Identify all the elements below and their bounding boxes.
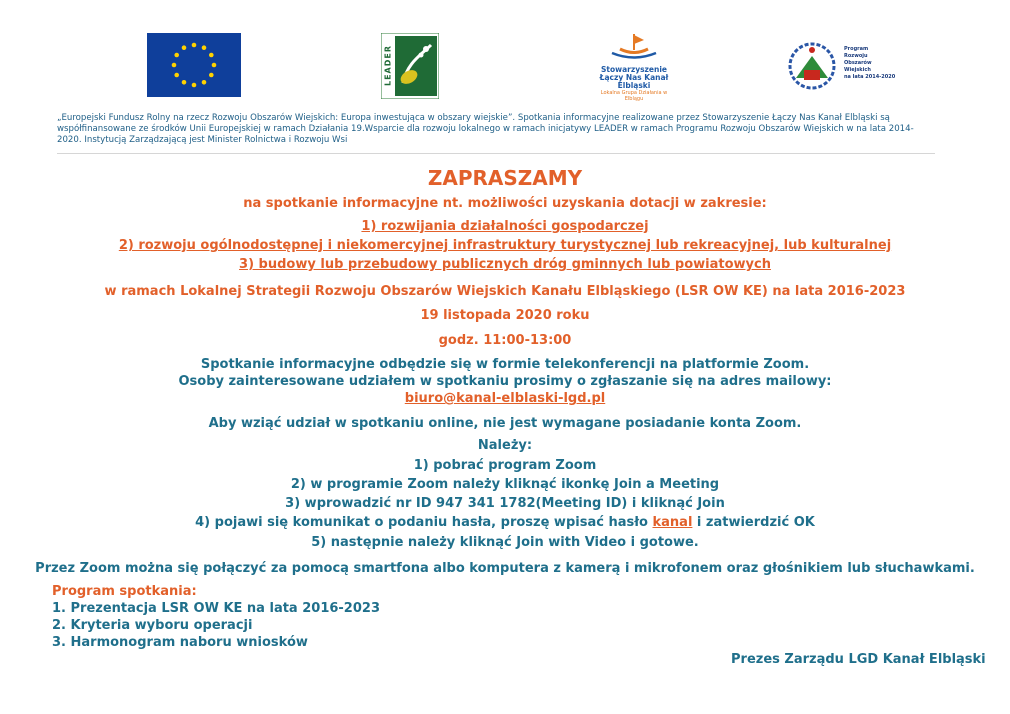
prow-logo bbox=[786, 38, 896, 100]
devices-note: Przez Zoom można się połączyć za pomocą smartfona albo komputera z kamerą i mikrofonem oraz głośnikiem lub słuchawkami. bbox=[35, 561, 975, 576]
step-2: 2) w programie Zoom należy kliknąć ikonkę Join a Meeting bbox=[290, 477, 720, 492]
divider bbox=[57, 153, 935, 154]
email-link[interactable] bbox=[0, 391, 1010, 406]
meeting-date: 19 listopada 2020 roku bbox=[420, 308, 590, 323]
lgd-tagline: Lokalna Grupa Działania w Elblągu bbox=[600, 90, 668, 102]
lgd-logo bbox=[594, 32, 674, 102]
leader-wordmark: LEADER bbox=[383, 44, 393, 87]
password-value: kanal bbox=[652, 515, 693, 530]
lgd-name: Stowarzyszenie Łączy Nas Kanał Elbląski bbox=[599, 65, 669, 90]
meeting-time: godz. 11:00-13:00 bbox=[438, 333, 572, 348]
prow-emblem-icon bbox=[786, 38, 842, 94]
prow-line-1: Program bbox=[844, 46, 869, 52]
prow-line-2: Rozwoju bbox=[844, 53, 868, 59]
page-title: ZAPRASZAMY bbox=[427, 166, 583, 190]
eu-flag-logo bbox=[147, 33, 241, 97]
step-4-text-before: 4) pojawi się komunikat o podaniu hasła, proszę wpisać hasło bbox=[195, 515, 653, 530]
step-4-text-after: i zatwierdzić OK bbox=[692, 515, 815, 530]
no-account-note: Aby wziąć udział w spotkaniu online, nie jest wymagane posiadanie konta Zoom. bbox=[208, 416, 802, 431]
step-4 bbox=[0, 515, 1010, 530]
prow-line-3: Obszarów bbox=[844, 60, 872, 66]
prow-text bbox=[844, 46, 895, 81]
leader-logo bbox=[381, 33, 439, 99]
step-3: 3) wprowadzić nr ID 947 341 1782(Meeting ID) i kliknąć Join bbox=[285, 496, 725, 511]
email-text[interactable]: biuro@kanal-elblaski-lgd.pl bbox=[404, 391, 606, 406]
step-1: 1) pobrać program Zoom bbox=[413, 458, 597, 473]
info-line-1: Spotkanie informacyjne odbędzie się w formie telekonferencji na platformie Zoom. bbox=[200, 357, 810, 372]
subtitle: na spotkanie informacyjne nt. możliwości uzyskania dotacji w zakresie: bbox=[243, 196, 767, 211]
scope-item-1: 1) rozwijania działalności gospodarczej bbox=[361, 219, 649, 234]
step-5: 5) następnie należy kliknąć Join with Video i gotowe. bbox=[311, 535, 699, 550]
program-item-1: 1. Prezentacja LSR OW KE na lata 2016-2023 bbox=[52, 601, 380, 616]
eu-stars-icon bbox=[147, 33, 241, 97]
program-item-2: 2. Kryteria wyboru operacji bbox=[52, 618, 253, 633]
sailboat-icon bbox=[594, 32, 674, 60]
prow-line-4: Wiejskich bbox=[844, 67, 871, 73]
logo-row bbox=[0, 30, 1010, 105]
program-heading: Program spotkania: bbox=[52, 584, 197, 599]
funding-notice: „Europejski Fundusz Rolny na rzecz Rozwoju Obszarów Wiejskich: Europa inwestująca w obszary wiejskie”. Spotkania informacyjne realizowane przez Stowarzyszenie Łączy Nas Kanał Elbląski są współfinansowane ze środków Unii Europejskiej w ramach Działania 19.Wsparcie dla rozwoju lokalnego w ramach inicjatywy LEADER w ramach Programu Rozwoju Obszarów Wiejskich w na lata 2014-2020. Instytucją Zarządzającą jest Minister Rolnictwa i Rozwoju Wsi bbox=[57, 113, 914, 145]
prow-years: na lata 2014-2020 bbox=[844, 74, 896, 80]
strategy-line: w ramach Lokalnej Strategii Rozwoju Obszarów Wiejskich Kanału Elbląskiego (LSR OW KE) na lata 2016-2023 bbox=[104, 284, 906, 299]
steps-heading: Należy: bbox=[477, 438, 533, 453]
scope-item-3: 3) budowy lub przebudowy publicznych dróg gminnych lub powiatowych bbox=[239, 257, 771, 272]
signature: Prezes Zarządu LGD Kanał Elbląski bbox=[731, 652, 986, 667]
info-line-2: Osoby zainteresowane udziałem w spotkaniu prosimy o zgłaszanie się na adres mailowy: bbox=[178, 374, 832, 389]
scope-item-2: 2) rozwoju ogólnodostępnej i niekomercyjnej infrastruktury turystycznej lub rekreacyjnej, lub kulturalnej bbox=[118, 238, 892, 253]
program-item-3: 3. Harmonogram naboru wniosków bbox=[52, 635, 308, 650]
